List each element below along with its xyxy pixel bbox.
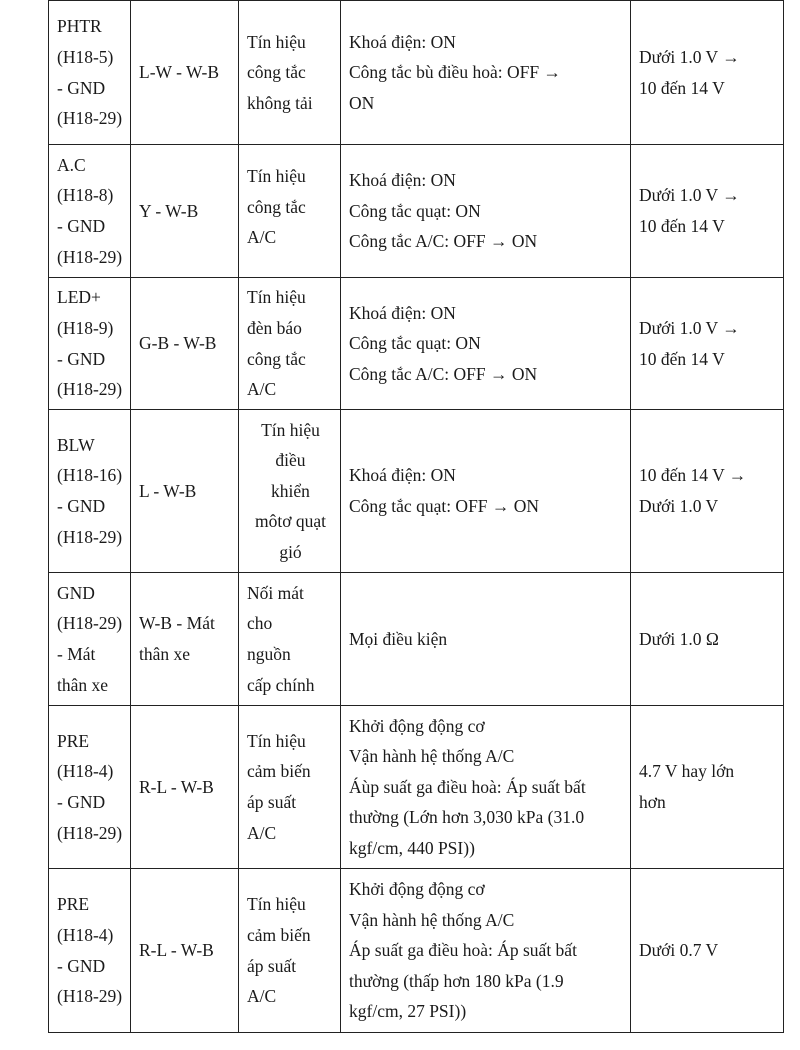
spec-cell — [631, 706, 784, 869]
conditions-cell — [341, 869, 631, 1033]
terminal-spec-table — [48, 0, 784, 1033]
description-line: Tín hiệu — [247, 166, 306, 186]
description-line: điều — [275, 450, 306, 471]
terminal-line: (H18-29) — [57, 246, 123, 267]
spec-line: Dưới 1.0 V → — [639, 46, 740, 67]
terminal-line: - Mát — [57, 644, 96, 664]
conditions-cell — [341, 410, 631, 573]
terminal-cell — [49, 278, 131, 410]
wiring-line: Y - W-B — [139, 200, 199, 221]
wiring-cell — [131, 278, 239, 410]
description-cell — [239, 706, 341, 869]
description-cell — [239, 573, 341, 706]
spec-cell — [631, 278, 784, 410]
condition-line: Công tắc A/C: OFF → ON — [349, 363, 538, 384]
condition-line: Công tắc quạt: OFF → ON — [349, 496, 540, 516]
terminal-line: (H18-29) — [57, 986, 123, 1007]
description-line: A/C — [247, 986, 277, 1007]
description-line: cảm biến — [247, 924, 311, 945]
conditions-cell — [341, 145, 631, 278]
terminal-line: (H18-29) — [57, 379, 123, 400]
spec-cell — [631, 869, 784, 1033]
wiring-line: R-L - W-B — [139, 776, 214, 797]
spec-line: Dưới 1.0 Ω — [639, 628, 719, 649]
condition-line: Mọi điều kiện — [349, 628, 448, 649]
terminal-line: GND — [57, 582, 95, 603]
description-line: A/C — [247, 227, 277, 248]
description-line: Tín hiệu — [247, 894, 306, 915]
wiring-cell — [131, 145, 239, 278]
description-line: cấp chính — [247, 674, 315, 695]
condition-line: Vận hành hệ thống A/C — [349, 746, 515, 767]
condition-line: Áùp suất ga điều hoà: Áp suất bất — [349, 776, 586, 797]
wiring-line: G-B - W-B — [139, 333, 217, 354]
table-row — [49, 869, 784, 1033]
spec-line: hơn — [639, 792, 666, 812]
description-line: công tắc — [247, 348, 306, 369]
description-cell — [239, 278, 341, 410]
spec-cell — [631, 410, 784, 573]
condition-line: Áp suất ga điều hoà: Áp suất bất — [349, 940, 577, 961]
description-line: Tín hiệu — [261, 419, 320, 440]
condition-line: Vận hành hệ thống A/C — [349, 909, 515, 930]
condition-line: thường (Lớn hơn 3,030 kPa (31.0 — [349, 807, 585, 828]
terminal-line: (H18-4) — [57, 761, 114, 782]
conditions-cell — [341, 1, 631, 145]
spec-line: Dưới 0.7 V — [639, 940, 719, 961]
terminal-line: PRE — [57, 730, 90, 751]
table-row — [49, 278, 784, 410]
spec-line: 10 đến 14 V — [639, 77, 725, 98]
description-line: Tín hiệu — [247, 287, 306, 308]
terminal-line: - GND — [57, 348, 106, 369]
description-line: cảm biến — [247, 761, 311, 782]
conditions-cell — [341, 573, 631, 706]
terminal-line: (H18-4) — [57, 924, 114, 945]
terminal-line: thân xe — [57, 674, 109, 695]
wiring-cell — [131, 573, 239, 706]
conditions-cell — [341, 278, 631, 410]
terminal-line: LED+ — [57, 287, 101, 308]
condition-line: Công tắc quạt: ON — [349, 200, 481, 221]
terminal-cell — [49, 410, 131, 573]
spec-line: 10 đến 14 V → — [639, 465, 747, 486]
condition-line: Khoá điện: ON — [349, 465, 456, 486]
terminal-line: - GND — [57, 792, 106, 812]
condition-line: thường (thấp hơn 180 kPa (1.9 — [349, 970, 564, 991]
terminal-line: (H18-9) — [57, 317, 114, 338]
condition-line: Khoá điện: ON — [349, 302, 456, 323]
wiring-line: W-B - Mát — [139, 613, 215, 634]
spec-line: 4.7 V hay lớn — [639, 761, 735, 782]
terminal-line: (H18-29) — [57, 108, 123, 129]
table-row — [49, 706, 784, 869]
description-line: gió — [279, 541, 302, 562]
spec-line: Dưới 1.0 V → — [639, 317, 740, 338]
condition-line: Công tắc quạt: ON — [349, 333, 481, 354]
condition-line: Khởi động động cơ — [349, 715, 485, 736]
spec-line: 10 đến 14 V — [639, 216, 725, 236]
wiring-cell — [131, 869, 239, 1033]
terminal-line: (H18-29) — [57, 822, 123, 843]
description-line: cho — [247, 613, 273, 634]
description-line: công tắc — [247, 62, 306, 83]
terminal-line: - GND — [57, 955, 106, 976]
description-line: khiển — [271, 480, 310, 501]
spec-line: Dưới 1.0 V → — [639, 185, 740, 206]
description-line: A/C — [247, 379, 277, 400]
wiring-line: L - W-B — [139, 480, 197, 501]
spec-cell — [631, 1, 784, 145]
description-cell — [239, 145, 341, 278]
wiring-line: L-W - W-B — [139, 62, 220, 83]
condition-line: Công tắc bù điều hoà: OFF → — [349, 62, 561, 83]
description-cell — [239, 410, 341, 573]
terminal-cell — [49, 869, 131, 1033]
table-row — [49, 145, 784, 278]
description-cell — [239, 869, 341, 1033]
description-line: công tắc — [247, 196, 306, 217]
terminal-cell — [49, 1, 131, 145]
wiring-cell — [131, 1, 239, 145]
terminal-line: (H18-8) — [57, 185, 114, 206]
conditions-cell — [341, 706, 631, 869]
terminal-line: (H18-16) — [57, 465, 123, 486]
description-line: Tín hiệu — [247, 31, 306, 52]
spec-cell — [631, 573, 784, 706]
table-row — [49, 410, 784, 573]
wiring-cell — [131, 410, 239, 573]
terminal-line: - GND — [57, 77, 106, 98]
terminal-line: (H18-29) — [57, 613, 123, 634]
description-cell — [239, 1, 341, 145]
spec-line: Dưới 1.0 V — [639, 496, 719, 516]
description-line: áp suất — [247, 792, 297, 812]
terminal-line: (H18-29) — [57, 526, 123, 547]
terminal-line: - GND — [57, 216, 106, 236]
terminal-line: (H18-5) — [57, 46, 114, 67]
condition-line: Khoá điện: ON — [349, 170, 456, 191]
table-row — [49, 573, 784, 706]
wiring-cell — [131, 706, 239, 869]
wiring-line: thân xe — [139, 644, 191, 664]
table-row — [49, 1, 784, 145]
condition-line: Công tắc A/C: OFF → ON — [349, 231, 538, 252]
condition-line: ON — [349, 92, 375, 113]
terminal-line: BLW — [57, 434, 95, 455]
description-line: Tín hiệu — [247, 730, 306, 751]
description-line: nguồn — [247, 644, 291, 664]
description-line: đèn báo — [247, 317, 302, 338]
terminal-line: A.C — [57, 154, 86, 175]
description-line: A/C — [247, 822, 277, 843]
wiring-line: R-L - W-B — [139, 940, 214, 961]
condition-line: kgf/cm, 27 PSI)) — [349, 1001, 467, 1022]
description-line: môtơ quạt — [255, 511, 326, 532]
condition-line: Khởi động động cơ — [349, 879, 485, 900]
terminal-line: PRE — [57, 894, 90, 915]
description-line: áp suất — [247, 955, 297, 976]
spec-line: 10 đến 14 V — [639, 348, 725, 369]
description-line: Nối mát — [247, 582, 304, 603]
terminal-line: PHTR — [57, 16, 102, 37]
terminal-cell — [49, 145, 131, 278]
description-line: không tải — [247, 92, 313, 113]
condition-line: Khoá điện: ON — [349, 31, 456, 52]
condition-line: kgf/cm, 440 PSI)) — [349, 837, 475, 858]
terminal-cell — [49, 573, 131, 706]
terminal-line: - GND — [57, 496, 106, 516]
spec-cell — [631, 145, 784, 278]
terminal-cell — [49, 706, 131, 869]
